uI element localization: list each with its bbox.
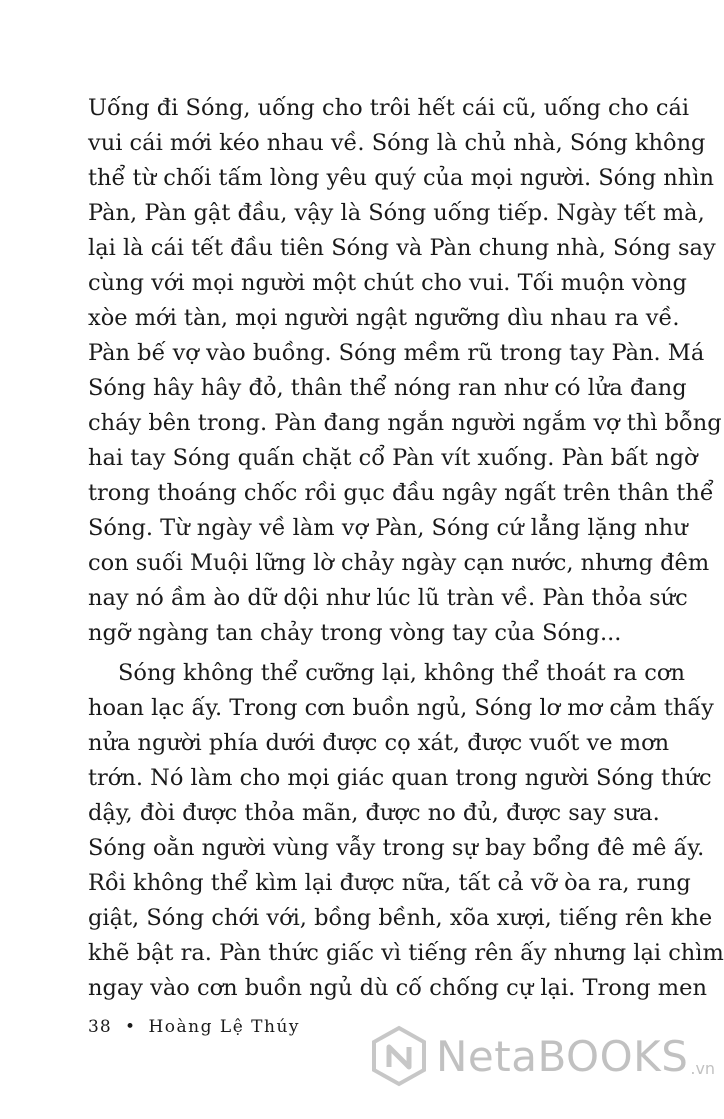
text-line: Rồi không thể kìm lại được nữa, tất cả vỡ òa ra, rung [88, 870, 691, 896]
text-line: xòe mới tàn, mọi người ngật ngưỡng dìu nhau ra về. [88, 305, 680, 331]
text-line: ngỡ ngàng tan chảy trong vòng tay của Sóng... [88, 620, 622, 646]
text-line: Sóng hây hây đỏ, thân thể nóng ran như có lửa đang [88, 375, 687, 401]
text-line: nay nó ầm ào dữ dội như lúc lũ tràn về. Pàn thỏa sức [88, 585, 688, 611]
watermark-brand: NetaBOOKS [436, 1031, 689, 1081]
text-line: lại là cái tết đầu tiên Sóng và Pàn chung nhà, Sóng say [88, 235, 716, 261]
neta-logo-icon [368, 1025, 430, 1087]
text-line: nửa người phía dưới được cọ xát, được vuốt ve mơn [88, 730, 670, 756]
text-line: khẽ bật ra. Pàn thức giấc vì tiếng rên ấy nhưng lại chìm [88, 940, 724, 966]
page-footer [88, 1017, 300, 1037]
text-line: Pàn, Pàn gật đầu, vậy là Sóng uống tiếp. Ngày tết mà, [88, 200, 705, 226]
text-line: Uống đi Sóng, uống cho trôi hết cái cũ, uống cho cái [88, 95, 690, 121]
text-line: ngay vào cơn buồn ngủ dù cố chống cự lại. Trong men [88, 975, 707, 1001]
text-line: vui cái mới kéo nhau về. Sóng là chủ nhà, Sóng không [88, 130, 706, 156]
text-line: trong thoáng chốc rồi gục đầu ngây ngất trên thân thể [88, 480, 714, 506]
text-line: dậy, đòi được thỏa mãn, được no đủ, được say sưa. [88, 800, 660, 826]
text-line: hoan lạc ấy. Trong cơn buồn ngủ, Sóng lơ mơ cảm thấy [88, 695, 714, 721]
text-line: thể từ chối tấm lòng yêu quý của mọi người. Sóng nhìn [88, 165, 714, 191]
text-line: hai tay Sóng quấn chặt cổ Pàn vít xuống. Pàn bất ngờ [88, 445, 698, 471]
text-line: cháy bên trong. Pàn đang ngắn người ngắm vợ thì bỗng [88, 410, 722, 436]
text-line: cùng với mọi người một chút cho vui. Tối muộn vòng [88, 270, 687, 296]
text-line: Sóng. Từ ngày về làm vợ Pàn, Sóng cứ lẳng lặng như [88, 515, 688, 541]
text-line: giật, Sóng chới với, bồng bềnh, xõa xượi, tiếng rên khe [88, 905, 713, 931]
author-name: Hoàng Lệ Thúy [148, 1017, 301, 1037]
text-line: trớn. Nó làm cho mọi giác quan trong người Sóng thức [88, 765, 712, 791]
text-line: Sóng oằn người vùng vẫy trong sự bay bổng đê mê ấy. [88, 835, 705, 861]
text-line: con suối Muội lững lờ chảy ngày cạn nước, nhưng đêm [88, 550, 710, 576]
text-line: Sóng không thể cưỡng lại, không thể thoát ra cơn [118, 660, 685, 686]
page-number: 38 [88, 1017, 112, 1037]
watermark [368, 1020, 715, 1092]
footer-separator: • [125, 1017, 136, 1037]
watermark-suffix: .vn [690, 1059, 716, 1078]
text-line: Pàn bế vợ vào buồng. Sóng mềm rũ trong tay Pàn. Má [88, 340, 705, 366]
